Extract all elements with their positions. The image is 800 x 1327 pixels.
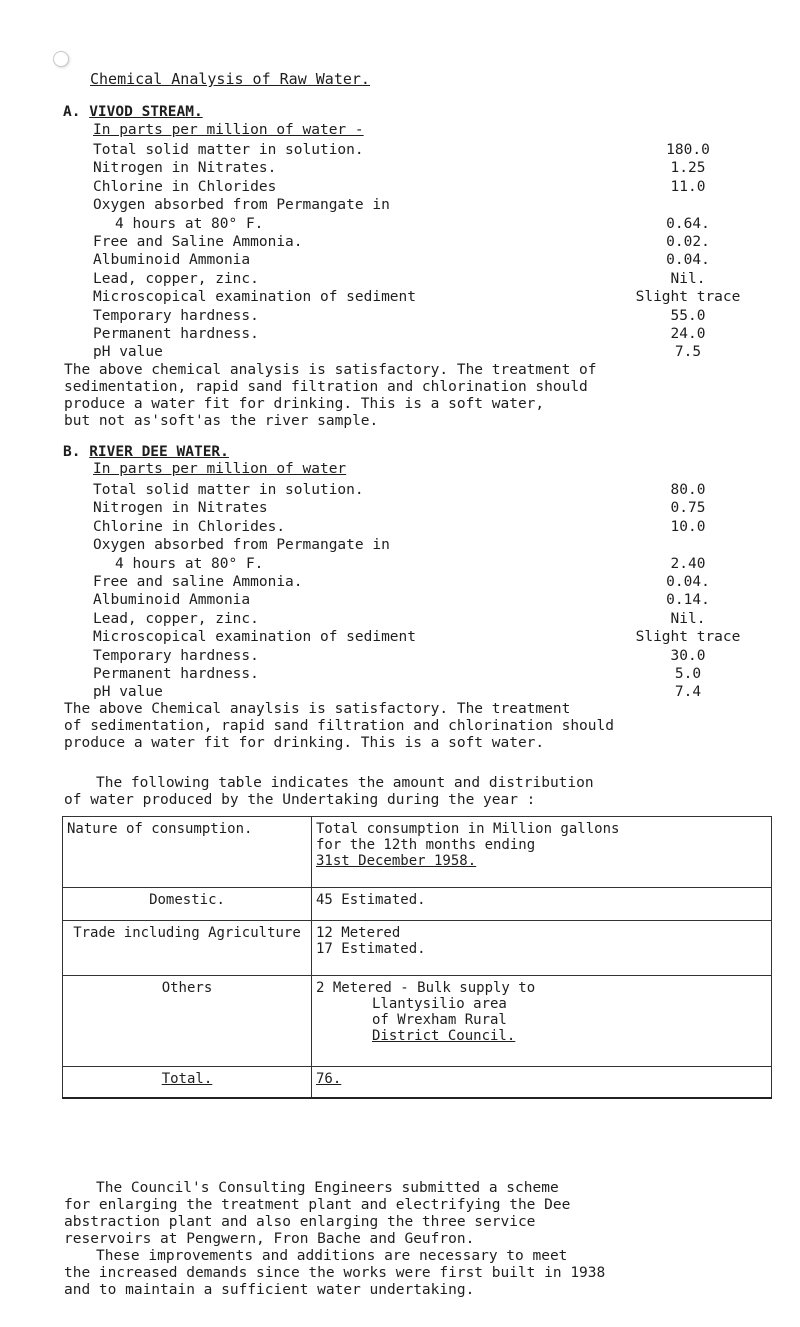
parameter-row [93,518,773,536]
paragraph-line: These improvements and additions are necessary to meet [96,1248,568,1264]
parameter-label: Free and Saline Ammonia. [93,233,303,250]
parameter-value: 2.40 [670,555,706,572]
parameter-row [93,178,773,196]
cell-line: 12 Metered [316,925,401,941]
consumption-table [62,816,772,1099]
parameter-row [93,555,773,573]
section-b-subheading: In parts per million of water [93,461,347,477]
parameter-value: 0.14. [666,592,710,609]
parameter-value: 180.0 [666,142,710,158]
parameter-row [93,270,773,288]
nature-label: Trade including Agriculture [73,925,301,941]
parameter-value: 0.75 [670,500,706,517]
table-row [63,976,772,1067]
parameter-row [93,307,773,325]
row-others-total [312,976,772,1067]
parameter-value: Slight trace [635,289,741,306]
paragraph-line: the increased demands since the works were first built in 1938 [64,1265,606,1281]
table-row [63,1067,772,1099]
paragraph-line: of sedimentation, rapid sand filtration and chlorination should [64,718,614,734]
table-header-row [63,817,772,888]
paragraph-line: The above Chemical anaylsis is satisfactory. The treatment [64,701,571,717]
section-a-title: VIVOD STREAM. [89,104,203,120]
parameter-value: 11.0 [670,178,706,195]
parameter-label: Oxygen absorbed from Permangate in [93,537,390,554]
page-title: Chemical Analysis of Raw Water. [90,70,370,88]
parameter-label: Chlorine in Chlorides [93,178,277,195]
row-total-nature [63,1067,312,1099]
parameter-label: Microscopical examination of sediment [93,629,417,646]
table-intro [64,775,764,809]
parameter-row [93,233,773,251]
paragraph-line: abstraction plant and also enlarging the three service [64,1214,536,1230]
parameter-value: 30.0 [670,647,706,664]
cell-line: for the 12th months ending [316,837,536,853]
parameter-label: Nitrogen in Nitrates [93,500,268,517]
row-domestic-nature [63,888,312,921]
parameter-label: Nitrogen in Nitrates. [93,160,277,177]
section-a-conclusion [64,362,764,430]
parameter-label: Permanent hardness. [93,325,259,342]
paragraph-line: The following table indicates the amount and distribution [96,775,594,791]
closing-paragraph [64,1180,764,1299]
parameter-value: 24.0 [670,325,706,342]
paragraph-line: The Council's Consulting Engineers submitted a scheme [96,1180,559,1196]
row-trade-nature [63,921,312,976]
parameter-label: 4 hours at 80° F. [115,215,264,232]
table-row [63,888,772,921]
parameter-label: 4 hours at 80° F. [115,555,264,572]
row-total-total [312,1067,772,1099]
parameter-value: 7.4 [674,684,702,701]
section-a-parameters [93,141,773,362]
parameter-row [93,325,773,343]
row-domestic-total [312,888,772,921]
parameter-value: 0.02. [666,233,710,250]
paragraph-line: reservoirs at Pengwern, Fron Bache and Geufron. [64,1231,475,1247]
cell-line: of Wrexham Rural [372,1012,507,1028]
parameter-value: 0.04. [666,573,710,590]
parameter-row [93,683,773,701]
parameter-value: 5.0 [674,665,702,682]
paragraph-line: but not as'soft'as the river sample. [64,413,379,429]
paragraph-line: and to maintain a sufficient water undertaking. [64,1282,475,1298]
parameter-row [93,141,773,159]
parameter-label: Permanent hardness. [93,665,259,682]
parameter-row [93,343,773,361]
paragraph-line: of water produced by the Undertaking during the year : [64,792,536,808]
parameter-value: 10.0 [670,518,706,535]
parameter-value [603,196,773,214]
paragraph-line: sedimentation, rapid sand filtration and chlorination should [64,379,588,395]
parameter-label: Total solid matter in solution. [93,482,364,498]
row-trade-total [312,921,772,976]
header-nature: Nature of consumption. [67,821,253,837]
paragraph-line: The above chemical analysis is satisfactory. The treatment of [64,362,597,378]
parameter-row [93,647,773,665]
cell-line: 17 Estimated. [316,941,426,957]
parameter-row [93,536,773,554]
parameter-label: Lead, copper, zinc. [93,610,259,627]
section-b-conclusion [64,701,764,752]
parameter-label: Temporary hardness. [93,307,259,324]
parameter-row [93,159,773,177]
section-b-letter: B. [63,444,81,460]
parameter-label: pH value [93,684,163,701]
paragraph-line: produce a water fit for drinking. This is a soft water, [64,396,545,412]
parameter-label: Free and saline Ammonia. [93,573,303,590]
parameter-value: Slight trace [635,629,741,646]
parameter-value: 0.04. [666,252,710,269]
parameter-value: 80.0 [670,482,706,498]
cell-line: 76. [316,1071,342,1087]
cell-line: 2 Metered - Bulk supply to [316,980,536,996]
parameter-row [93,499,773,517]
parameter-row [93,591,773,609]
row-others-nature [63,976,312,1067]
header-total-cell [312,817,772,888]
parameter-label: Oxygen absorbed from Permangate in [93,197,390,214]
section-b-heading [63,444,229,460]
parameter-value: Nil. [670,610,706,627]
parameter-row [93,573,773,591]
parameter-row [93,196,773,214]
parameter-label: Albuminoid Ammonia [93,592,251,609]
parameter-row [93,481,773,499]
parameter-value: Nil. [670,270,706,287]
parameter-label: Lead, copper, zinc. [93,270,259,287]
parameter-row [93,610,773,628]
punch-hole [54,52,68,66]
cell-line: District Council. [372,1028,516,1044]
section-b-title: RIVER DEE WATER. [89,444,229,460]
cell-line: Total consumption in Million gallons [316,821,620,837]
paragraph-line: produce a water fit for drinking. This is a soft water. [64,735,545,751]
nature-label: Others [161,980,213,996]
section-a-heading [63,104,203,120]
parameter-row [93,665,773,683]
paragraph-line: for enlarging the treatment plant and electrifying the Dee [64,1197,571,1213]
parameter-row [93,251,773,269]
header-nature-cell [63,817,312,888]
cell-line: Llantysilio area [372,996,507,1012]
parameter-label: Albuminoid Ammonia [93,252,251,269]
parameter-label: Chlorine in Chlorides. [93,518,286,535]
section-a-letter: A. [63,104,81,120]
cell-line: 45 Estimated. [316,892,426,908]
parameter-row [93,288,773,306]
parameter-label: pH value [93,344,163,361]
parameter-value: 1.25 [670,160,706,177]
parameter-value: 0.64. [666,215,710,232]
parameter-label: Temporary hardness. [93,647,259,664]
nature-label: Domestic. [149,892,225,908]
parameter-label: Total solid matter in solution. [93,142,364,158]
parameter-value: 7.5 [674,344,702,361]
parameter-row [93,215,773,233]
table-row [63,921,772,976]
parameter-value [603,536,773,554]
parameter-label: Microscopical examination of sediment [93,289,417,306]
parameter-value: 55.0 [670,307,706,324]
parameter-row [93,628,773,646]
nature-label: Total. [161,1071,213,1087]
section-a-subheading: In parts per million of water - [93,122,364,138]
cell-line: 31st December 1958. [316,853,477,869]
section-b-parameters [93,481,773,702]
